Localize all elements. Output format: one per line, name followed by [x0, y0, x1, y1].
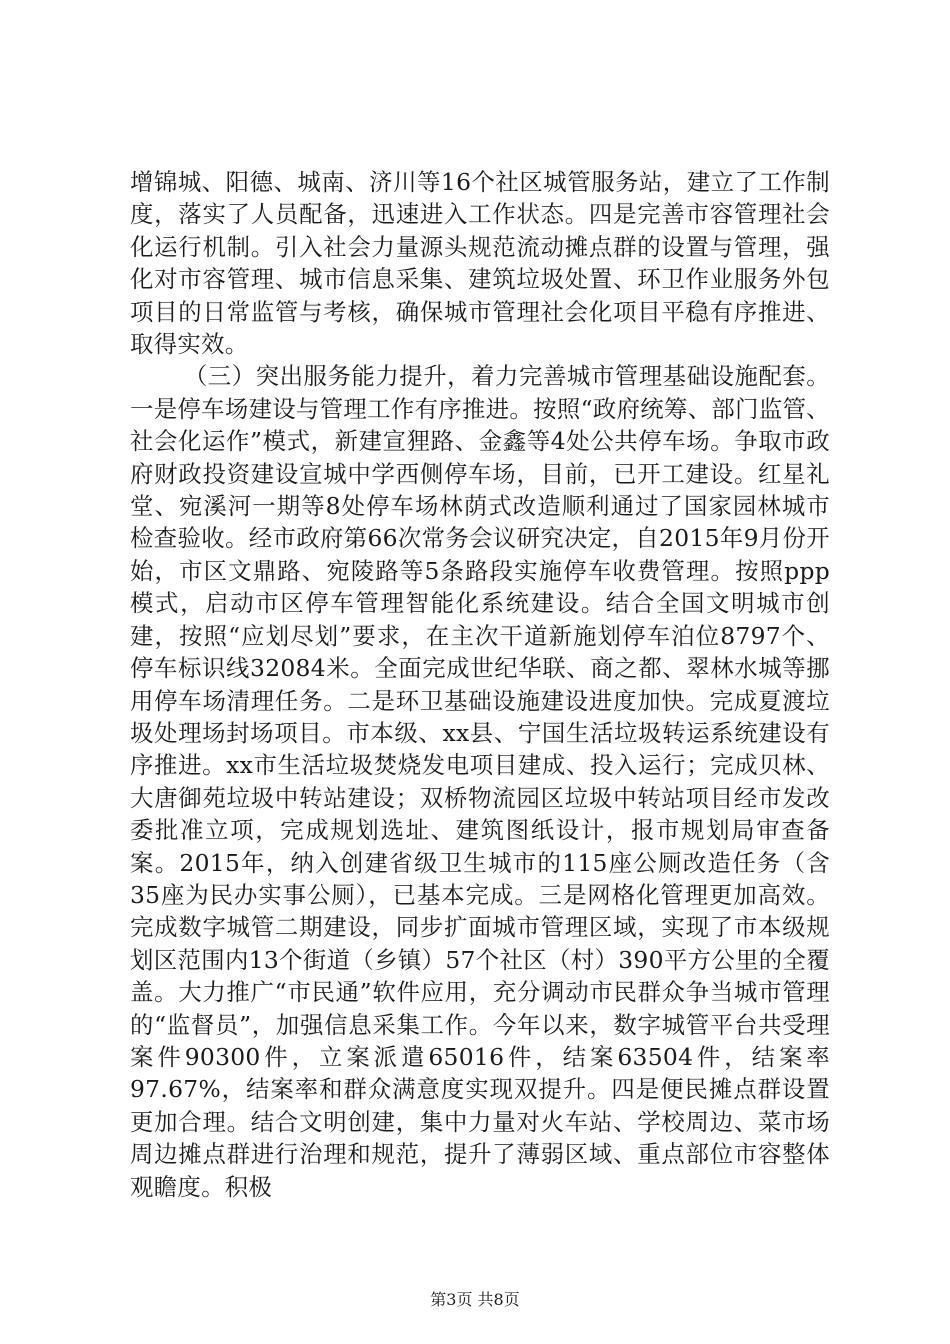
page-footer: 第3页 共8页 — [430, 1290, 520, 1309]
paragraph-section-three: （三）突出服务能力提升，着力完善城市管理基础设施配套。一是停车场建设与管理工作有序推进。按照“政府统筹、部门监管、社会化运作”模式，新建宣狸路、金鑫等4处公共停车场。争取市政府财政投资建设宣城中学西侧停车场，目前，已开工建设。红星礼堂、宛溪河一期等8处停车场林荫式改造顺利通过了国家园林城市检查验收。经市政府第66次常务会议研究决定，自2015年9月份开始，市区文鼎路、宛陵路等5条路段实施停车收费管理。按照ppp模式，启动市区停车管理智能化系统建设。结合全国文明城市创建，按照“应划尽划”要求，在主次干道新施划停车泊位8797个、停车标识线32084米。全面完成世纪华联、商之都、翠林水城等挪用停车场清理任务。二是环卫基础设施建设进度加快。完成夏渡垃圾处理场封场项目。市本级、xx县、宁国生活垃圾转运系统建设有序推进。xx市生活垃圾焚烧发电项目建成、投入运行；完成贝林、大唐御苑垃圾中转站建设；双桥物流园区垃圾中转站项目经市发改委批准立项，完成规划选址、建筑图纸设计，报市规划局审查备案。2015年，纳入创建省级卫生城市的115座公厕改造任务（含35座为民办实事公厕），已基本完成。三是网格化管理更加高效。完成数字城管二期建设，同步扩面城市管理区域，实现了市本级规划区范围内13个街道（乡镇）57个社区（村）390平方公里的全覆盖。大力推广“市民通”软件应用，充分调动市民群众争当城市管理的“监督员”，加强信息采集工作。今年以来，数字城管平台共受理案件90300件，立案派遣65016件，结案63504件，结案率97.67%，结案率和群众满意度实现双提升。四是便民摊点群设置更加合理。结合文明创建，集中力量对火车站、学校周边、菜市场周边摊点群进行治理和规范，提升了薄弱区域、重点部位市容整体观瞻度。积极 — [130, 362, 830, 1201]
paragraph-continuation: 增锦城、阳德、城南、济川等16个社区城管服务站，建立了工作制度，落实了人员配备，迅速进入工作状态。四是完善市容管理社会化运行机制。引入社会力量源头规范流动摊点群的设置与管理，强化对市容管理、城市信息采集、建筑垃圾处置、环卫作业服务外包项目的日常监管与考核，确保城市管理社会化项目平稳有序推进、取得实效。 — [130, 168, 830, 359]
body-text — [130, 166, 830, 1203]
